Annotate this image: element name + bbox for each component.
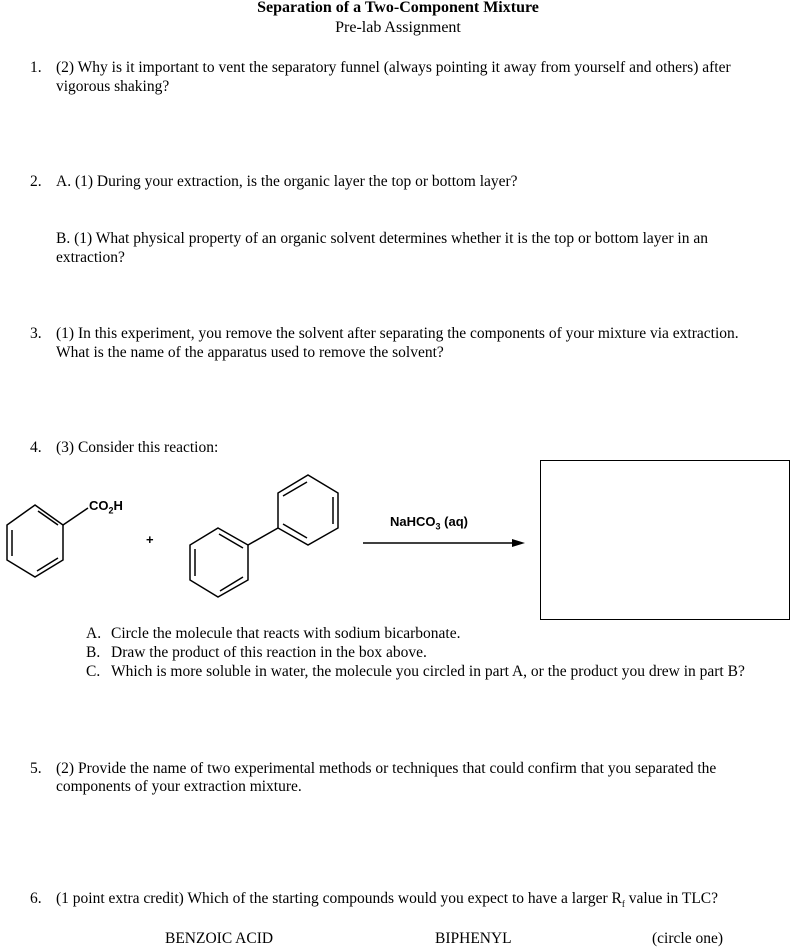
page-subtitle: Pre-lab Assignment [335, 19, 461, 36]
question-number: 2. [30, 173, 42, 190]
part-letter: A. [86, 625, 102, 642]
plus-sign: + [146, 532, 154, 547]
question-text: components of your extraction mixture. [56, 778, 302, 795]
circle-one-instruction: (circle one) [652, 930, 723, 947]
question-number: 4. [30, 439, 42, 456]
question-number: 5. [30, 760, 42, 777]
question-text: extraction? [56, 249, 125, 266]
reagent-label: NaHCO$_3$ (aq) [390, 514, 468, 532]
part-text: Draw the product of this reaction in the box above. [111, 644, 427, 661]
question-text: What is the name of the apparatus used to remove the solvent? [56, 344, 444, 361]
page-title: Separation of a Two-Component Mixture [257, 0, 539, 16]
question-text: (1 point extra credit) Which of the starting compounds would you expect to have a larger $R_f$ value in TLC? [56, 890, 719, 910]
choice-biphenyl[interactable]: BIPHENYL [435, 930, 512, 947]
question-text: B. (1) What physical property of an organic solvent determines whether it is the top or bottom layer in an [56, 230, 708, 247]
question-text: (1) In this experiment, you remove the solvent after separating the components of your mixture via extraction. [56, 325, 739, 342]
question-number: 3. [30, 325, 42, 342]
carboxylic-acid-label: $CO_2H$ [89, 498, 123, 516]
question-number: 1. [30, 59, 42, 76]
arrowhead [512, 539, 525, 547]
part-text: Which is more soluble in water, the molecule you circled in part A, or the product you drew in part B? [111, 663, 745, 680]
part-text: Circle the molecule that reacts with sodium bicarbonate. [111, 625, 461, 642]
question-text: A. (1) During your extraction, is the organic layer the top or bottom layer? [56, 173, 518, 190]
question-text: vigorous shaking? [56, 78, 170, 95]
question-text: (2) Why is it important to vent the separatory funnel (always pointing it away from yourself and others) after [56, 59, 731, 76]
benzoic-acid-structure [7, 505, 88, 577]
biphenyl-structure [190, 475, 338, 597]
question-text: (3) Consider this reaction: [56, 439, 219, 456]
choice-benzoic-acid[interactable]: BENZOIC ACID [165, 930, 274, 947]
part-letter: C. [86, 663, 101, 680]
product-drawing-box[interactable] [540, 460, 790, 620]
question-text: (2) Provide the name of two experimental methods or techniques that could confirm that you separated the [56, 760, 717, 777]
question-number: 6. [30, 890, 42, 907]
part-letter: B. [86, 644, 101, 661]
